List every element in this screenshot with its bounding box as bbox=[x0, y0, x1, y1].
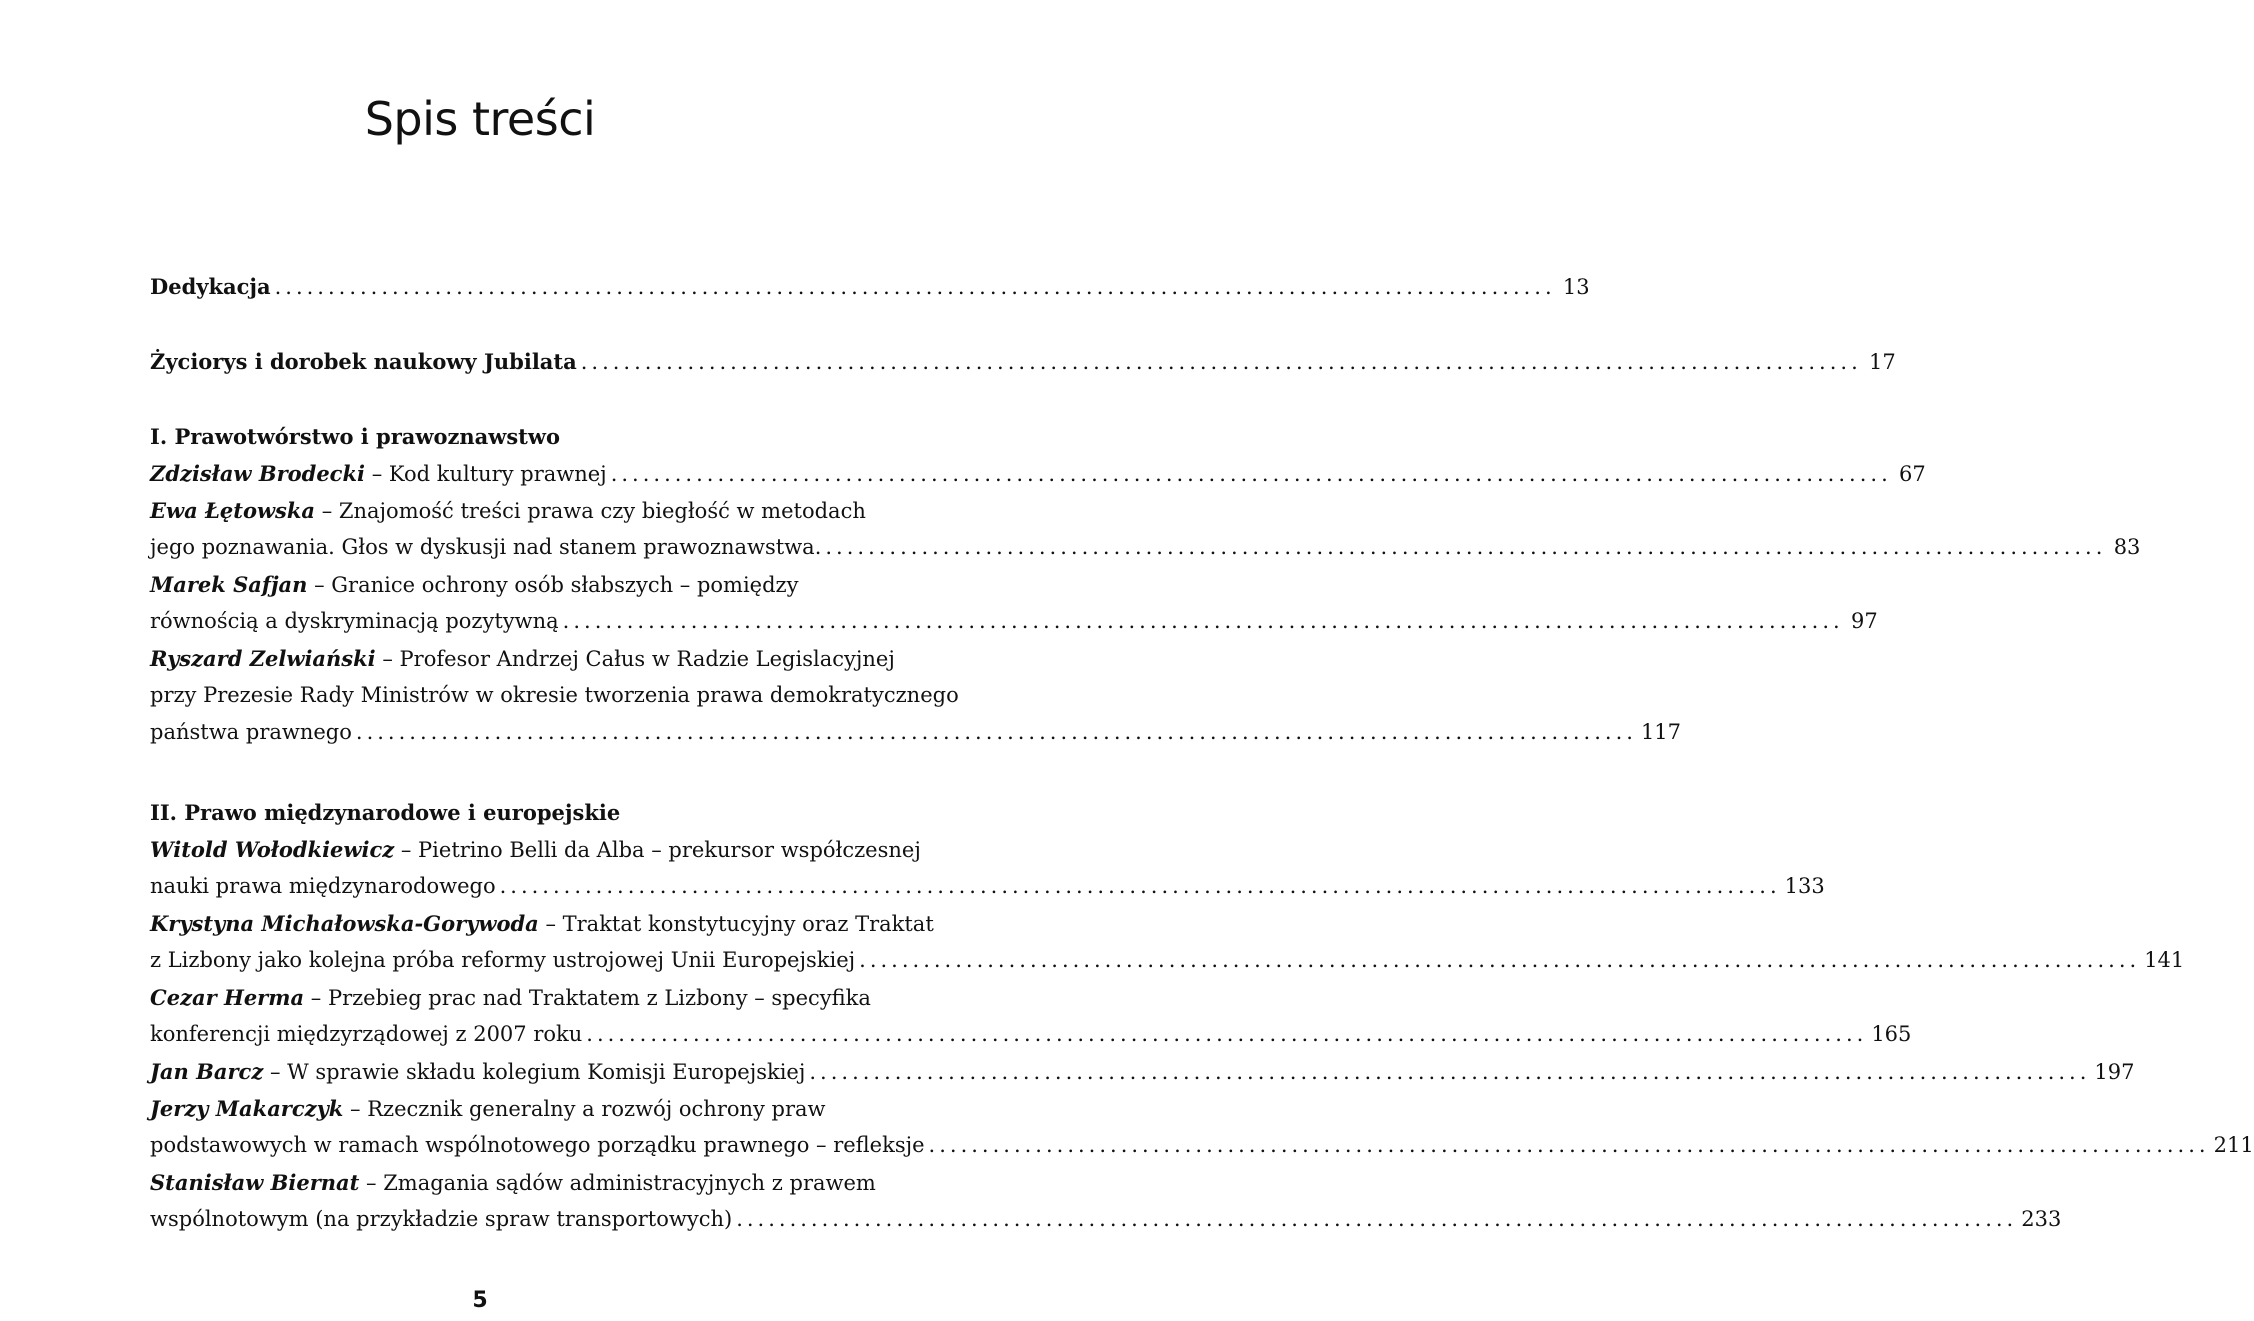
entry-text bbox=[150, 1164, 876, 1202]
entry-text bbox=[150, 640, 895, 678]
toc-entry bbox=[150, 979, 1912, 1053]
entry-title: – W sprawie składu kolegium Komisji Europejskiej bbox=[269, 1060, 806, 1084]
entry-title: – Zmagania sądów administracyjnych z prawem bbox=[366, 1171, 876, 1195]
entry-title: – Pietrino Belli da Alba – prekursor współczesnej bbox=[400, 838, 921, 862]
author-name: Witold Wołodkiewicz bbox=[150, 837, 395, 862]
entry-text bbox=[150, 455, 607, 493]
section-heading: II. Prawo międzynarodowe i europejskie bbox=[150, 800, 621, 825]
entry-line bbox=[150, 1164, 958, 1201]
page-number: 17 bbox=[1869, 350, 1896, 374]
toc-entry bbox=[150, 1090, 2254, 1164]
entry-line bbox=[150, 1201, 2062, 1238]
toc-entry bbox=[150, 831, 1825, 905]
entry-line bbox=[150, 455, 1926, 492]
author-name: Ewa Łętowska bbox=[150, 498, 316, 523]
entry-text bbox=[150, 979, 871, 1017]
entry-text bbox=[150, 1016, 582, 1053]
page-number: 13 bbox=[1562, 275, 1590, 299]
entry-line bbox=[150, 1127, 2254, 1164]
dot-leader: ........................................................................................................................ bbox=[859, 948, 2141, 972]
author-name: Jan Barcz bbox=[150, 1059, 264, 1084]
entry-title: Dedykacja bbox=[150, 274, 271, 299]
entry-text bbox=[150, 603, 559, 640]
entry-line bbox=[150, 566, 958, 603]
entry-title: – Granice ochrony osób słabszych – pomiędzy bbox=[314, 573, 799, 597]
dot-leader: ........................................................................................................................ bbox=[809, 1060, 2091, 1084]
dot-leader: ........................................................................................................................ bbox=[562, 609, 1844, 633]
author-name: Marek Safjan bbox=[150, 572, 308, 597]
toc-entry bbox=[150, 566, 1878, 640]
section-heading: I. Prawotwórstwo i prawoznawstwo bbox=[150, 424, 560, 449]
section-entries bbox=[150, 831, 2254, 1238]
entry-line bbox=[150, 714, 1682, 751]
page-number: 133 bbox=[1784, 874, 1825, 898]
toc-entry-dedication bbox=[150, 268, 1590, 305]
page-number: 197 bbox=[2094, 1060, 2135, 1084]
dot-leader: ........................................................................................................................ bbox=[274, 275, 1556, 299]
entry-line bbox=[150, 905, 958, 942]
author-name: Zdzisław Brodecki bbox=[150, 461, 365, 486]
toc-entry bbox=[150, 492, 2141, 566]
table-of-contents bbox=[150, 268, 2254, 1238]
entry-text bbox=[150, 868, 496, 905]
page-number: 165 bbox=[1871, 1022, 1912, 1046]
entry-line bbox=[150, 868, 1825, 905]
entry-text bbox=[150, 1053, 805, 1091]
entry-title: państwa prawnego bbox=[150, 720, 352, 744]
entry-line bbox=[150, 677, 958, 714]
page-number: 97 bbox=[1850, 609, 1878, 633]
dot-leader: ........................................................................................................................ bbox=[825, 535, 2107, 559]
entry-text bbox=[150, 905, 934, 943]
entry-title: Życiorys i dorobek naukowy Jubilata bbox=[150, 349, 577, 374]
section-entries bbox=[150, 455, 2141, 751]
dot-leader: ........................................................................................................................ bbox=[928, 1133, 2210, 1157]
entry-title: – Przebieg prac nad Traktatem z Lizbony – specyfika bbox=[310, 986, 871, 1010]
entry-title: – Traktat konstytucyjny oraz Traktat bbox=[545, 912, 934, 936]
entry-title: przy Prezesie Rady Ministrów w okresie tworzenia prawa demokratycznego bbox=[150, 683, 959, 707]
entry-line bbox=[150, 1090, 958, 1127]
entry-title: wspólnotowym (na przykładzie spraw transportowych) bbox=[150, 1207, 733, 1231]
entry-text bbox=[150, 1201, 732, 1238]
entry-line bbox=[150, 942, 2185, 979]
page-number: 117 bbox=[1640, 720, 1682, 744]
entry-title: jego poznawania. Głos w dyskusji nad stanem prawoznawstwa. bbox=[150, 535, 822, 559]
entry-title: – Znajomość treści prawa czy biegłość w metodach bbox=[321, 499, 866, 523]
entry-title: – Rzecznik generalny a rozwój ochrony praw bbox=[350, 1097, 826, 1121]
toc-entry bbox=[150, 1164, 2062, 1238]
author-name: Ryszard Zelwiański bbox=[150, 646, 376, 671]
entry-line bbox=[150, 529, 2141, 566]
entry-title: – Profesor Andrzej Całus w Radzie Legislacyjnej bbox=[382, 647, 895, 671]
dot-leader: ........................................................................................................................ bbox=[586, 1022, 1868, 1046]
page-title: Spis treści bbox=[364, 92, 596, 146]
entry-title: – Kod kultury prawnej bbox=[371, 462, 607, 486]
entry-text bbox=[150, 1127, 925, 1164]
entry-line bbox=[150, 492, 958, 529]
entry-text bbox=[150, 529, 821, 566]
entry-text bbox=[150, 1090, 826, 1128]
entry-title: konferencji międzyrządowej z 2007 roku bbox=[150, 1022, 583, 1046]
page-number: 83 bbox=[2113, 535, 2141, 559]
entry-title: z Lizbony jako kolejna próba reformy ustrojowej Unii Europejskiej bbox=[150, 948, 856, 972]
page-number: 67 bbox=[1899, 462, 1926, 486]
entry-line bbox=[150, 1053, 2135, 1090]
entry-line bbox=[150, 831, 958, 868]
page-number: 233 bbox=[2021, 1207, 2062, 1231]
entry-line bbox=[150, 603, 1878, 640]
dot-leader: ........................................................................................................................ bbox=[610, 462, 1892, 486]
page-number: 141 bbox=[2144, 948, 2185, 972]
dot-leader: ........................................................................................................................ bbox=[355, 720, 1637, 744]
entry-text bbox=[150, 566, 798, 604]
entry-line bbox=[150, 640, 958, 677]
entry-text bbox=[150, 942, 855, 979]
entry-title: nauki prawa międzynarodowego bbox=[150, 874, 496, 898]
dot-leader: ........................................................................................................................ bbox=[499, 874, 1781, 898]
entry-title: równością a dyskryminacją pozytywną bbox=[150, 609, 559, 633]
entry-text bbox=[150, 492, 866, 530]
entry-text bbox=[150, 831, 921, 869]
entry-line bbox=[150, 979, 958, 1016]
entry-line bbox=[150, 1016, 1912, 1053]
page-number: 211 bbox=[2213, 1133, 2254, 1157]
dot-leader: ........................................................................................................................ bbox=[580, 350, 1862, 374]
dot-leader: ........................................................................................................................ bbox=[736, 1207, 2018, 1231]
toc-entry-biography bbox=[150, 343, 1896, 380]
author-name: Krystyna Michałowska-Gorywoda bbox=[150, 911, 539, 936]
toc-entry bbox=[150, 905, 2185, 979]
entry-title: podstawowych w ramach wspólnotowego porządku prawnego – refleksje bbox=[150, 1133, 925, 1157]
entry-text bbox=[150, 714, 352, 751]
author-name: Jerzy Makarczyk bbox=[150, 1096, 344, 1121]
page-number-footer: 5 bbox=[472, 1288, 488, 1313]
toc-entry bbox=[150, 455, 1926, 492]
toc-entry bbox=[150, 1053, 2135, 1090]
author-name: Stanisław Biernat bbox=[150, 1170, 360, 1195]
entry-text bbox=[150, 677, 959, 714]
toc-entry bbox=[150, 640, 1682, 751]
author-name: Cezar Herma bbox=[150, 985, 305, 1010]
